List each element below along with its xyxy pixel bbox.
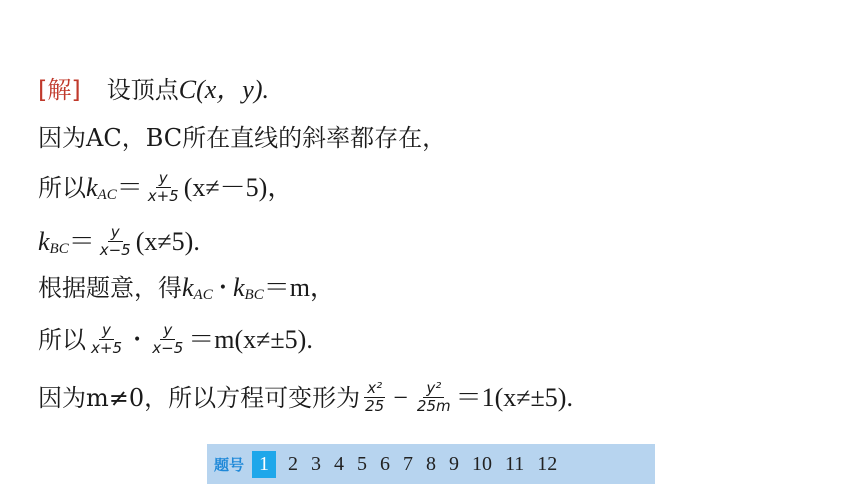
line3-k: k bbox=[86, 172, 98, 202]
line6-fraction-2 bbox=[149, 322, 186, 357]
line7-num2: y² bbox=[423, 380, 444, 398]
line5-dot: • bbox=[218, 280, 227, 296]
line5-prefix: 根据题意，得 bbox=[38, 274, 182, 302]
line7-fraction-1 bbox=[362, 380, 387, 415]
line5-k1: k bbox=[182, 273, 194, 302]
question-10-button[interactable]: 10 bbox=[472, 452, 493, 475]
question-11-button[interactable]: 11 bbox=[505, 452, 525, 475]
solution-tag: [解] bbox=[38, 76, 81, 104]
line1-var: C(x，y). bbox=[178, 75, 269, 104]
line4-fraction bbox=[97, 224, 134, 259]
line5-sub1: AC bbox=[193, 287, 213, 303]
line7-den2: 25m bbox=[416, 397, 451, 415]
question-2-button[interactable]: 2 bbox=[288, 452, 299, 475]
line7-minus: − bbox=[393, 382, 408, 412]
line5-k2: k bbox=[232, 273, 245, 302]
solution-line-6 bbox=[38, 322, 313, 357]
question-5-button[interactable]: 5 bbox=[357, 452, 368, 475]
line4-cond: (x≠5). bbox=[135, 226, 200, 256]
line7-rest: ＝1(x≠±5). bbox=[455, 382, 573, 412]
line3-prefix: 所以 bbox=[38, 173, 86, 202]
solution-line-1 bbox=[38, 76, 269, 104]
line3-num: y bbox=[156, 170, 171, 188]
line1-text: 设顶点 bbox=[106, 76, 179, 104]
line5-rest: ＝m， bbox=[263, 273, 336, 302]
question-7-button[interactable]: 7 bbox=[403, 452, 414, 475]
line3-sub: AC bbox=[97, 186, 117, 203]
line7-den1: 25 bbox=[365, 397, 385, 415]
line7-prefix: 因为m≠0，所以方程可变形为 bbox=[38, 383, 361, 412]
line3-fraction bbox=[145, 170, 182, 205]
question-1-button[interactable]: 1 bbox=[252, 451, 276, 478]
line4-den: x−5 bbox=[99, 241, 131, 259]
line5-sub2: BC bbox=[244, 287, 264, 303]
line3-eq: ＝ bbox=[116, 172, 143, 202]
solution-line-7 bbox=[38, 380, 573, 415]
line7-fraction-2 bbox=[414, 380, 454, 415]
line2-text: 因为AC，BC所在直线的斜率都存在， bbox=[38, 124, 447, 152]
question-8-button[interactable]: 8 bbox=[426, 452, 437, 475]
question-6-button[interactable]: 6 bbox=[380, 452, 391, 475]
line4-k: k bbox=[38, 226, 50, 256]
question-12-button[interactable]: 12 bbox=[537, 452, 558, 475]
line7-num1: x² bbox=[364, 380, 385, 398]
line6-dot: • bbox=[133, 331, 142, 348]
line6-fraction-1 bbox=[88, 322, 125, 357]
line4-num: y bbox=[108, 224, 123, 242]
question-number-label: 题号 bbox=[214, 455, 245, 474]
solution-line-2 bbox=[38, 124, 446, 152]
line6-den2: x−5 bbox=[152, 339, 184, 357]
question-nav-bar bbox=[207, 444, 655, 484]
solution-line-3 bbox=[38, 170, 293, 205]
line6-num1: y bbox=[99, 322, 114, 340]
line4-eq: ＝ bbox=[68, 226, 95, 256]
solution-line-4 bbox=[38, 224, 200, 259]
line3-cond: (x≠－5)， bbox=[183, 172, 294, 202]
question-9-button[interactable]: 9 bbox=[449, 452, 460, 475]
line6-den1: x+5 bbox=[91, 339, 122, 357]
question-4-button[interactable]: 4 bbox=[334, 452, 345, 475]
question-3-button[interactable]: 3 bbox=[311, 452, 322, 475]
line4-sub: BC bbox=[49, 240, 69, 257]
line6-prefix: 所以 bbox=[38, 325, 86, 354]
solution-line-5 bbox=[38, 274, 336, 302]
line6-num2: y bbox=[160, 322, 175, 340]
line3-den: x+5 bbox=[147, 187, 179, 205]
line6-rest: ＝m(x≠±5). bbox=[188, 324, 313, 354]
